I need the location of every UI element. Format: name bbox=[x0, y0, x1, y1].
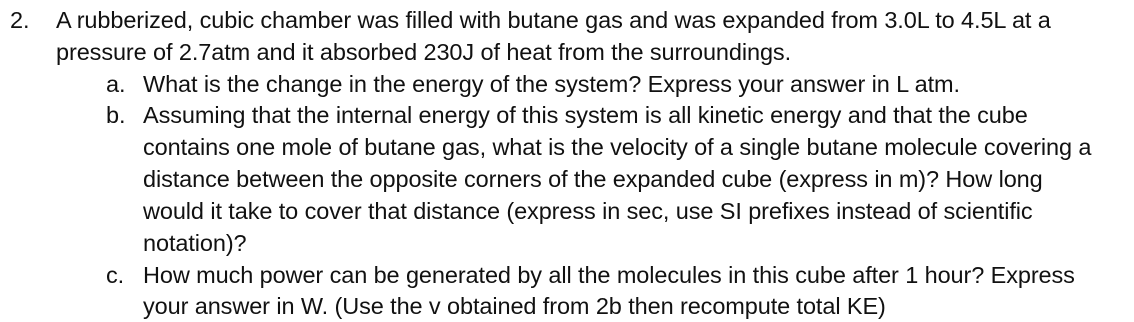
part-b-line-1: Assuming that the internal energy of this system is all kinetic energy and that the cube bbox=[143, 102, 1028, 128]
part-b-line-2: contains one mole of butane gas, what is the velocity of a single butane molecule covering a bbox=[143, 134, 1092, 160]
part-a-marker: a. bbox=[106, 71, 126, 97]
part-c-line-2: your answer in W. (Use the v obtained from 2b then recompute total KE) bbox=[143, 293, 886, 319]
question-number: 2. bbox=[10, 7, 30, 33]
part-b-line-5: notation)? bbox=[143, 230, 247, 256]
question-stem-line-2: pressure of 2.7atm and it absorbed 230J of heat from the surroundings. bbox=[56, 39, 791, 65]
part-b-line-3: distance between the opposite corners of the expanded cube (express in m)? How long bbox=[143, 166, 1043, 192]
part-b-line-4: would it take to cover that distance (express in sec, use SI prefixes instead of scientific bbox=[143, 198, 1033, 224]
part-b-marker: b. bbox=[106, 102, 126, 128]
part-c-marker: c. bbox=[106, 262, 125, 288]
question-stem-line-1: A rubberized, cubic chamber was filled with butane gas and was expanded from 3.0L to 4.5L at a bbox=[56, 7, 1051, 33]
part-c-line-1: How much power can be generated by all the molecules in this cube after 1 hour? Express bbox=[143, 262, 1075, 288]
part-a-line-1: What is the change in the energy of the system? Express your answer in L atm. bbox=[143, 71, 960, 97]
